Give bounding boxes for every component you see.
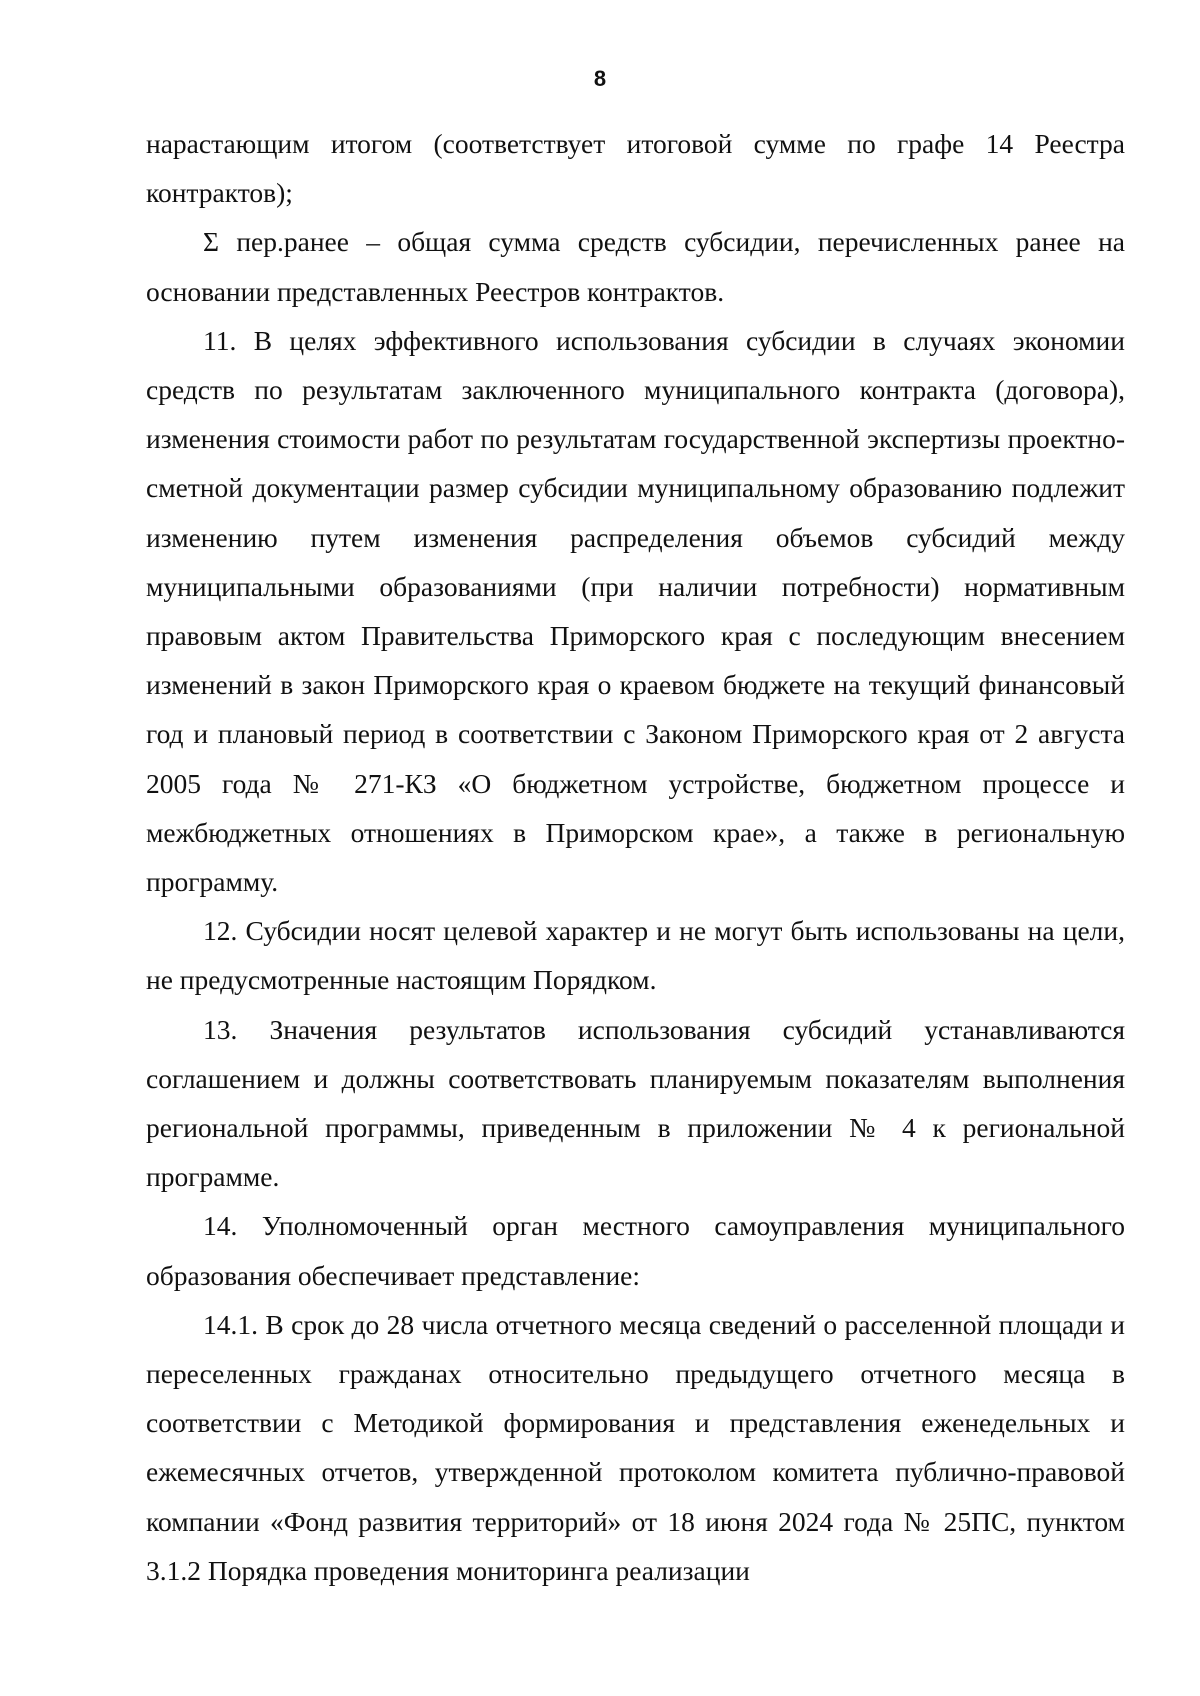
paragraph-14-1: 14.1. В срок до 28 числа отчетного месяца сведений о расселенной площади и переселенных гражданах относительно предыдущего отчетного месяца в соответствии с Методикой формирования и представления еженедельных и ежемесячных отчетов, утвержденной протоколом комитета публично-правовой компании «Фонд развития территорий» от 18 июня 2024 года № 25ПС, пунктом 3.1.2 Порядка проведения мониторинга реализации bbox=[146, 1308, 1125, 1586]
paragraph-14: 14. Уполномоченный орган местного самоуправления муниципального образования обеспечивает представление: bbox=[146, 1210, 1125, 1291]
paragraph-12: 12. Субсидии носят целевой характер и не могут быть использованы на цели, не предусмотренные настоящим Порядком. bbox=[146, 915, 1125, 996]
document-body bbox=[146, 119, 1125, 1595]
page-number: 8 bbox=[593, 66, 607, 91]
paragraph-sum-transferred-earlier: Σ пер.ранее – общая сумма средств субсидии, перечисленных ранее на основании представленных Реестров контрактов. bbox=[146, 226, 1125, 307]
paragraph-13: 13. Значения результатов использования субсидий устанавливаются соглашением и должны соответствовать планируемым показателям выполнения региональной программы, приведенным в приложении № 4 к региональной программе. bbox=[146, 1013, 1125, 1193]
paragraph-11: 11. В целях эффективного использования субсидии в случаях экономии средств по результатам заключенного муниципального контракта (договора), изменения стоимости работ по результатам государственной экспертизы проектно-сметной документации размер субсидии муниципальному образованию подлежит изменению путем изменения распределения объемов субсидий между муниципальными образованиями (при наличии потребности) нормативным правовым актом Правительства Приморского края с последующим внесением изменений в закон Приморского края о краевом бюджете на текущий финансовый год и плановый период в соответствии с Законом Приморского края от 2 августа 2005 года № 271-КЗ «О бюджетном устройстве, бюджетном процессе и межбюджетных отношениях в Приморском крае», а также в региональную программу. bbox=[146, 324, 1125, 898]
paragraph-continuation: нарастающим итогом (соответствует итоговой сумме по графе 14 Реестра контрактов); bbox=[146, 128, 1125, 209]
